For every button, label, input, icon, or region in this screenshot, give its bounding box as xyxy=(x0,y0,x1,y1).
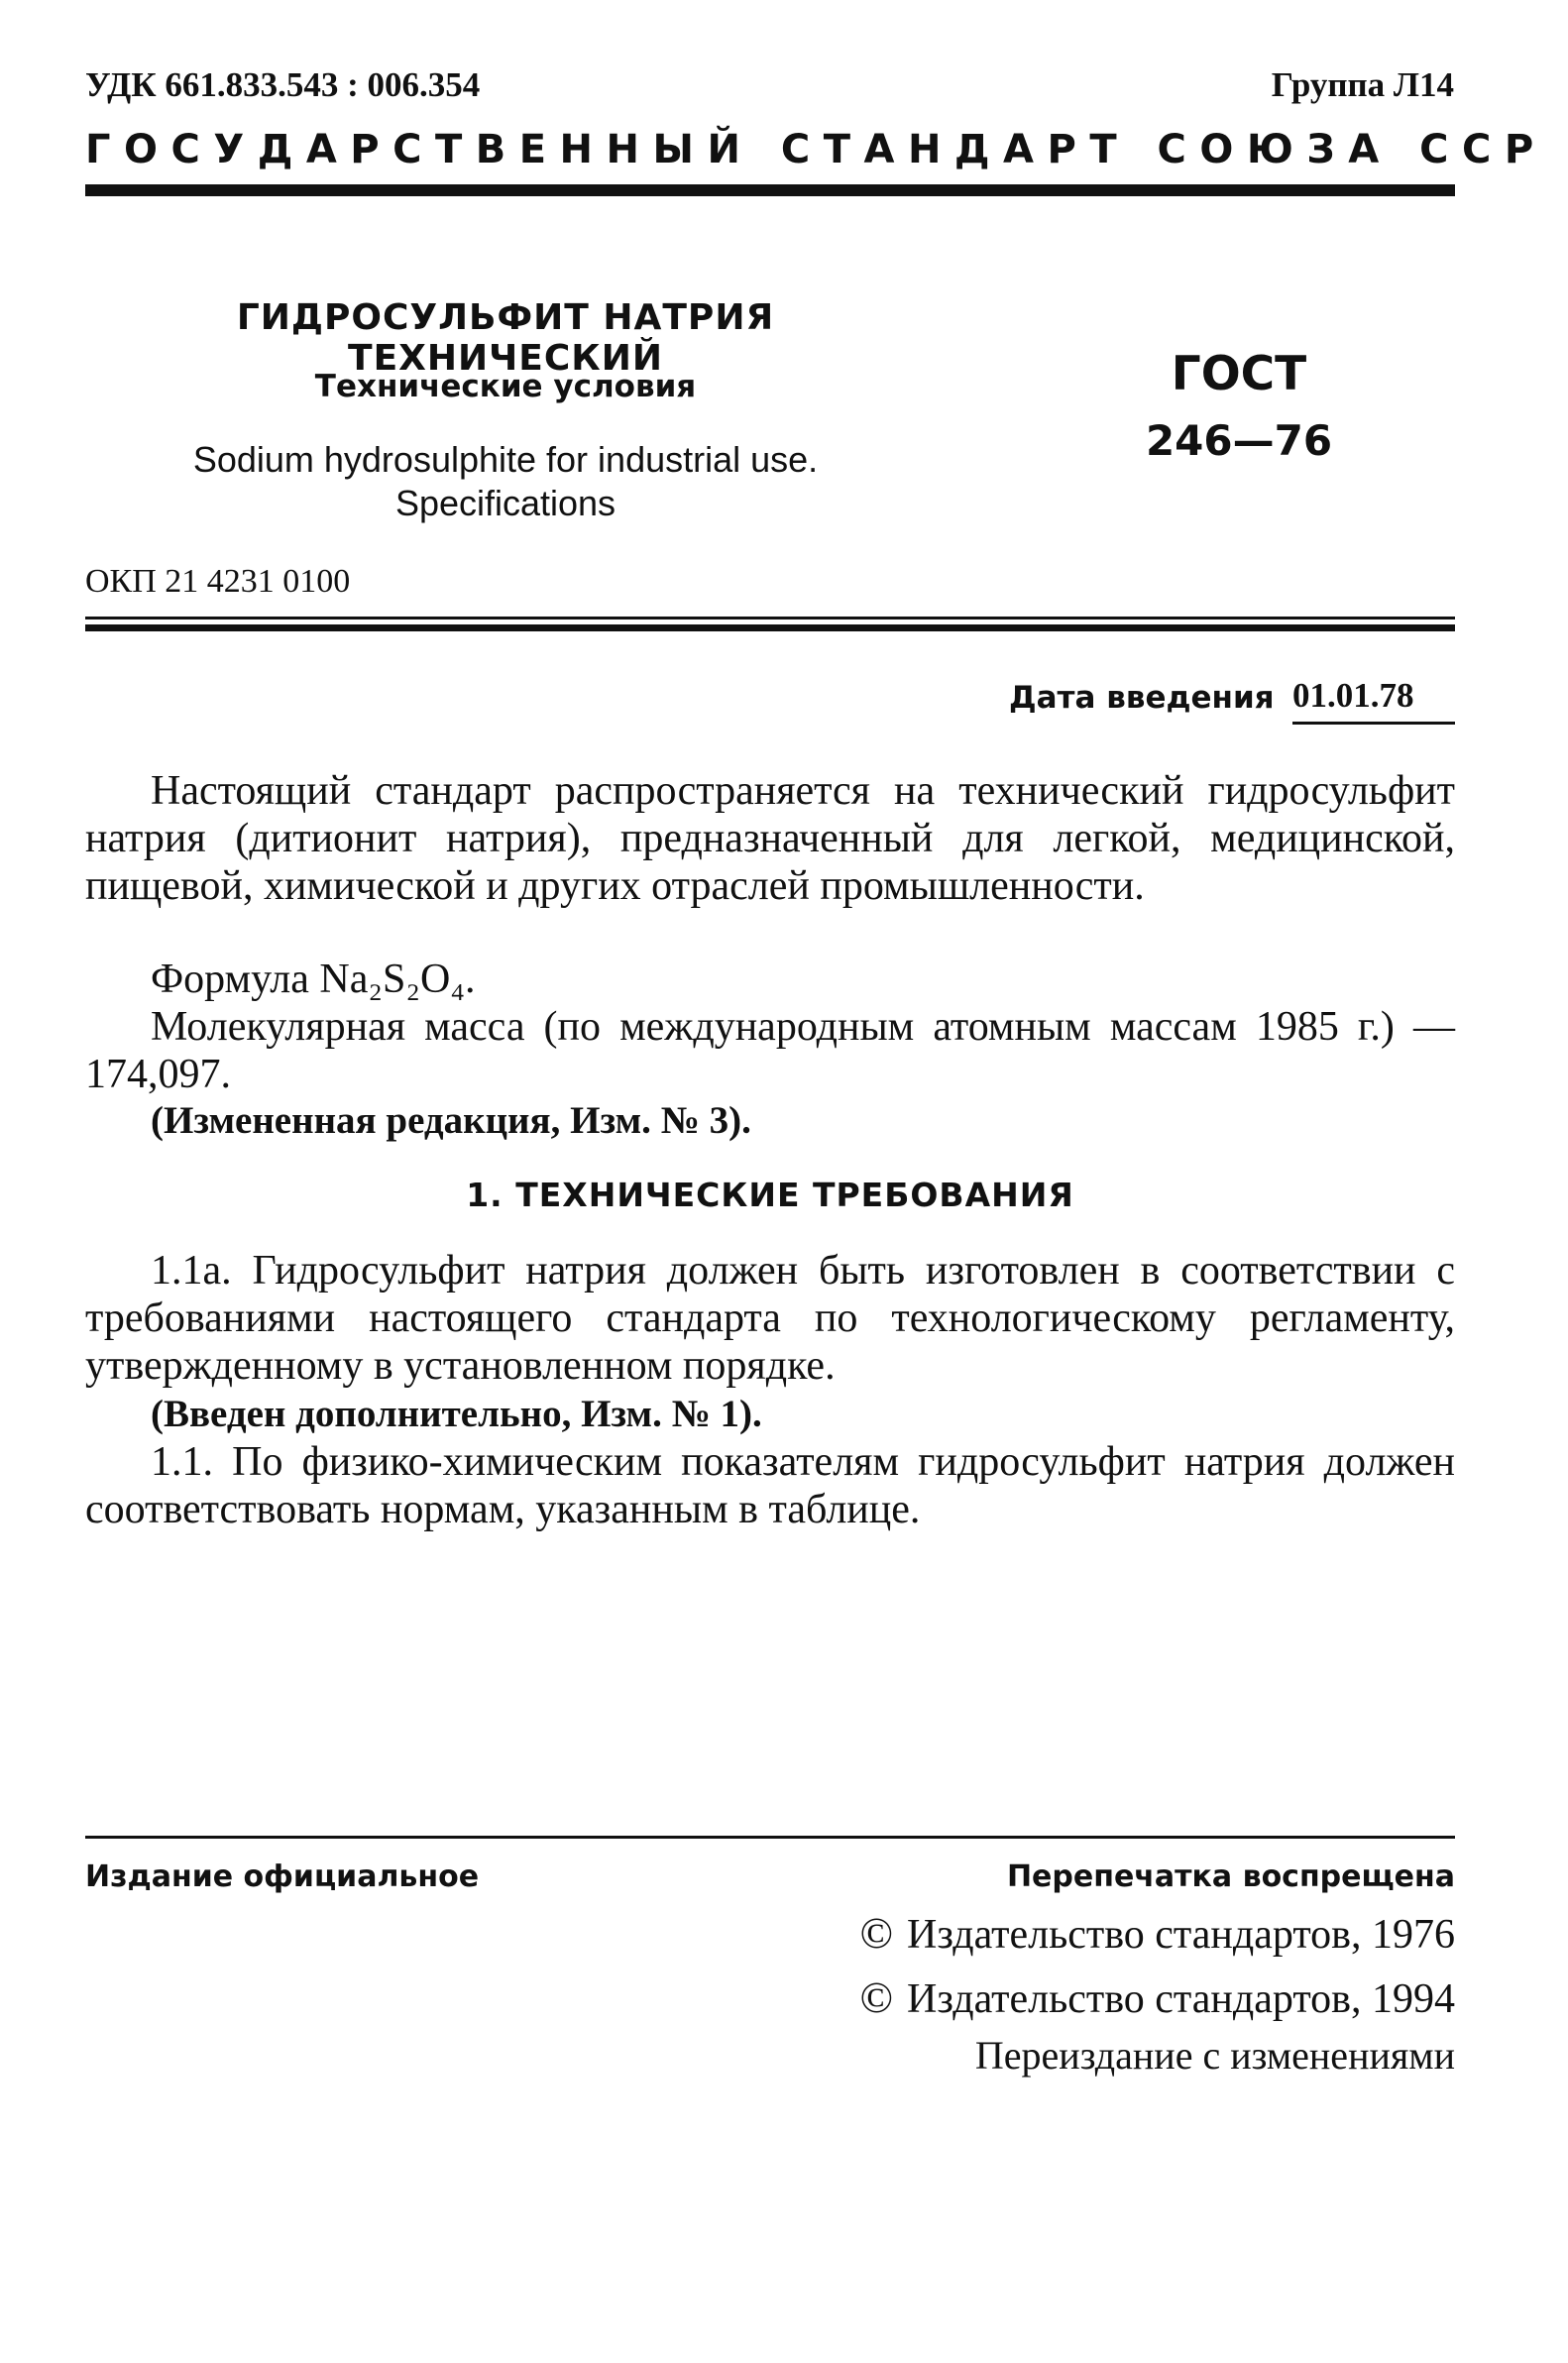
english-title-line-1: Sodium hydrosulphite for industrial use. xyxy=(192,439,819,480)
gost-number: 246—76 xyxy=(1145,416,1333,465)
amendment-3-note: (Измененная редакция, Изм. № 3). xyxy=(151,1099,751,1142)
title-rule-thin xyxy=(85,617,1455,619)
english-title xyxy=(89,438,922,525)
formula-label: Формула xyxy=(151,956,309,1002)
header-rule xyxy=(85,184,1455,196)
state-standard-banner: ГОСУДАРСТВЕННЫЙ СТАНДАРТ СОЮЗА ССР xyxy=(85,127,1547,172)
copyright-1994 xyxy=(860,1972,1455,2023)
official-edition-label: Издание официальное xyxy=(85,1859,480,1894)
date-label: Дата введения xyxy=(1009,680,1275,716)
formula-line xyxy=(151,956,475,1003)
formula-value: Na₂S₂O₄. xyxy=(319,956,476,1002)
copyright-1976-text: Издательство стандартов, 1976 xyxy=(907,1912,1455,1958)
copyright-icon: © xyxy=(859,1973,894,2022)
date-underline xyxy=(1292,722,1455,725)
copyright-icon: © xyxy=(859,1909,894,1958)
clause-1-1: 1.1. По физико-химическим показателям гидросульфит натрия должен соответствовать нормам, указанным в таблице. xyxy=(85,1439,1455,1532)
copyright-1976 xyxy=(860,1908,1455,1959)
okp-code: ОКП 21 4231 0100 xyxy=(85,563,351,600)
footer-rule xyxy=(85,1836,1455,1839)
amendment-1-note: (Введен дополнительно, Изм. № 1). xyxy=(151,1393,762,1435)
group-code: Группа Л14 xyxy=(1271,65,1454,104)
clause-1-1a: 1.1a. Гидросульфит натрия должен быть изготовлен в соответствии с требованиями настоящего стандарта по технологическому регламенту, утвержденному в установленном порядке. xyxy=(85,1248,1455,1389)
section-1-heading: 1. ТЕХНИЧЕСКИЕ ТРЕБОВАНИЯ xyxy=(466,1176,1074,1214)
date-value: 01.01.78 xyxy=(1292,676,1414,715)
english-title-line-2: Specifications xyxy=(394,483,616,523)
copyright-1994-text: Издательство стандартов, 1994 xyxy=(907,1976,1455,2022)
intro-paragraph: Настоящий стандарт распространяется на технический гидросульфит натрия (дитионит натрия), предназначенный для легкой, медицинской, пищевой, химической и других отраслей промышленности. xyxy=(85,768,1455,909)
document-title: ГИДРОСУЛЬФИТ НАТРИЯ ТЕХНИЧЕСКИЙ xyxy=(236,297,775,379)
document-subtitle: Технические условия xyxy=(314,369,697,404)
title-rule-thick xyxy=(85,624,1455,631)
gost-label: ГОСТ xyxy=(1171,347,1307,401)
reissue-note: Переиздание с изменениями xyxy=(974,2033,1455,2078)
reprint-prohibited-label: Перепечатка воспрещена xyxy=(1006,1859,1455,1894)
udk-code: УДК 661.833.543 : 006.354 xyxy=(85,65,481,104)
molecular-mass: Молекулярная масса (по международным атомным массам 1985 г.) — 174,097. xyxy=(85,1004,1455,1097)
